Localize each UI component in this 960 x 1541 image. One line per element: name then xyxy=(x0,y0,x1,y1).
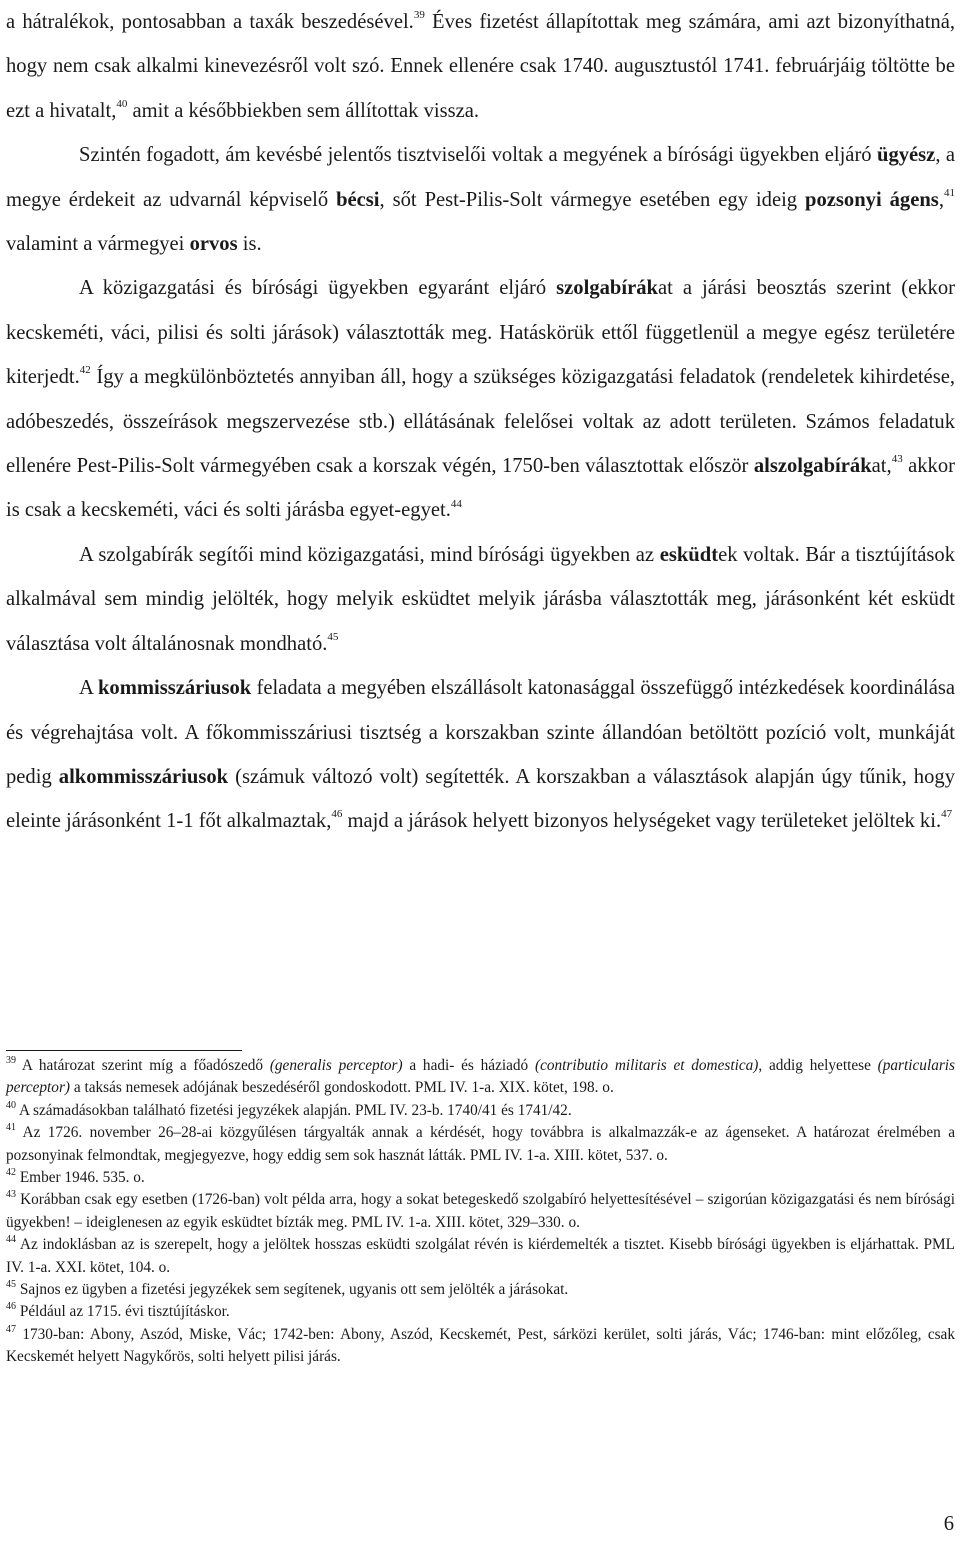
footnote-ref-43: 43 xyxy=(891,453,903,466)
term-alkommisszariusok: alkommisszáriusok xyxy=(58,765,229,788)
footnotes xyxy=(6,1055,955,1369)
paragraph-2 xyxy=(6,133,955,266)
footnote-number: 43 xyxy=(6,1189,16,1201)
page-number: 6 xyxy=(943,1513,954,1535)
paragraph-3 xyxy=(6,266,955,532)
text: ek voltak. Bár a tisztújítások alkalmával sem mindig jelölték, hogy melyik esküdtet melyik járásba választották meg, járásonként két esküdt választása volt általánosnak mondható. xyxy=(6,543,956,655)
footnote-ref-41: 41 xyxy=(943,186,955,199)
text: , sőt Pest-Pilis-Solt vármegye esetében egy ideig xyxy=(379,188,806,211)
text: at, xyxy=(871,455,892,478)
footnote-39 xyxy=(6,1055,955,1100)
text: is. xyxy=(237,233,262,256)
text: a taksás nemesek adójának beszedéséről gondoskodott. PML IV. 1-a. XIX. kötet, 198. o. xyxy=(70,1079,614,1097)
footnote-40 xyxy=(6,1100,955,1122)
latin-term: (particularis perceptor) xyxy=(6,1057,955,1097)
footnote-separator xyxy=(6,1050,242,1051)
text: Sajnos ez ügyben a fizetési jegyzékek sem segítenek, ugyanis ott sem jelölték a járásokat. xyxy=(16,1281,569,1299)
text: Éves fizetést állapítottak meg számára, ami azt bizonyíthatná, hogy nem csak alkalmi kinevezésről volt szó. Ennek ellenére csak 1740. augusztustól 1741. februárjáig töltötte be ezt a hivatalt, xyxy=(6,11,955,122)
text: feladata a megyében elszállásolt katonasággal összefüggő intézkedések koordinálása és végrehajtása volt. A főkommisszáriusi tisztség a korszakban szinte állandóan betöltött pozíció volt, munkáját pedig xyxy=(6,677,955,788)
footnote-ref-39: 39 xyxy=(413,9,425,22)
text: Ember 1946. 535. o. xyxy=(16,1169,145,1187)
text: a hadi- és háziadó xyxy=(402,1057,535,1074)
paragraph-5 xyxy=(6,666,955,844)
text: at a járási beosztás szerint (ekkor kecskeméti, váci, pilisi és solti járások) választották meg. Hatáskörük ettől függetlenül a megye egész területére kiterjedt. xyxy=(6,277,955,389)
footnote-number: 45 xyxy=(6,1278,16,1290)
term-orvos: orvos xyxy=(189,233,238,256)
term-eskudt: esküdt xyxy=(659,543,719,566)
term-ugyesz: ügyész xyxy=(876,144,936,167)
text: Az 1726. november 26–28-ai közgyűlésen tárgyalták annak a kérdését, hogy továbbra is alkalmazzák-e az ágenseket. A határozat érelmében a pozsonyinak felmondtak, megjegyezve, hogy eddig sem sok hasznát látták. PML IV. 1-a. XIII. kötet, 537. o. xyxy=(6,1124,955,1164)
footnote-number: 46 xyxy=(6,1301,16,1313)
footnote-number: 39 xyxy=(6,1054,16,1066)
text: Szintén fogadott, ám kevésbé jelentős tisztviselői voltak a megyének a bírósági ügyekben eljáró xyxy=(79,144,877,167)
text: Például az 1715. évi tisztújításkor. xyxy=(16,1303,230,1321)
text: 1730-ban: Abony, Aszód, Miske, Vác; 1742-ben: Abony, Aszód, Kecskemét, Pest, sárközi kerület, solti járás, Vác; 1746-ban: mint előzőleg, csak Kecskemét helyett Nagykőrös, solti helyett pilisi járás. xyxy=(6,1325,955,1366)
text: a hátralékok, pontosabban a taxák beszedésével. xyxy=(6,11,414,33)
latin-term: (generalis perceptor) xyxy=(269,1057,403,1074)
footnote-ref-45: 45 xyxy=(327,630,339,643)
footnote-47 xyxy=(6,1324,955,1369)
text: Korábban csak egy esetben (1726-ban) volt példa arra, hogy a sokat betegeskedő szolgabíró helyettesítésével – szigorúan közigazgatási és nem bírósági ügyekben! – ideiglenesen az egyik esküdtet bízták meg. PML IV. 1-a. XIII. kötet, 329–330. o. xyxy=(6,1191,955,1231)
text: A határozat szerint míg a főadószedő xyxy=(16,1057,270,1074)
main-text xyxy=(6,0,955,844)
text: A szolgabírák segítői mind közigazgatási, mind bírósági ügyekben az xyxy=(79,543,660,566)
text: amit a későbbiekben sem állítottak vissza. xyxy=(127,99,480,122)
footnote-41 xyxy=(6,1122,955,1167)
text: akkor is csak a kecskeméti, váci és solti járásba egyet-egyet. xyxy=(6,455,955,522)
text: , xyxy=(938,188,944,211)
footnote-number: 40 xyxy=(6,1099,16,1111)
latin-term: (contributio militaris et domestica) xyxy=(534,1057,759,1074)
term-pozsonyi-agens: pozsonyi ágens xyxy=(805,188,939,211)
text: A számadásokban található fizetési jegyzékek alapján. PML IV. 23-b. 1740/41 és 1741/42. xyxy=(16,1101,572,1119)
footnote-44 xyxy=(6,1234,955,1279)
term-kommisszariusok: kommisszáriusok xyxy=(97,677,252,700)
footnote-ref-40: 40 xyxy=(116,97,128,110)
text: A közigazgatási és bírósági ügyekben egyaránt eljáró xyxy=(79,277,557,300)
text: Az indoklásban az is szerepelt, hogy a jelöltek hosszas esküdti szolgálat révén is kiérdemelték a tisztet. Kisebb bírósági ügyekben is eljárhattak. PML IV. 1-a. XXI. kötet, 104. o. xyxy=(6,1236,955,1276)
paragraph-1 xyxy=(6,0,955,133)
text: Így a megkülönböztetés annyiban áll, hogy a szükséges közigazgatási feladatok (rendeletek kihirdetése, adóbeszedés, összeírások megszervezése stb.) ellátásának felelősei voltak az adott területen. Számos feladatuk ellenére Pest-Pilis-Solt vármegyében csak a korszak végén, 1750-ben választottak először xyxy=(6,366,955,478)
footnote-number: 47 xyxy=(6,1323,16,1335)
footnote-number: 42 xyxy=(6,1166,16,1178)
footnote-ref-42: 42 xyxy=(79,364,91,377)
text: (számuk változó volt) segítették. A korszakban a választások alapján úgy tűnik, hogy eleinte járásonként 1-1 főt alkalmaztak, xyxy=(6,765,955,833)
footnote-46 xyxy=(6,1301,955,1323)
footnote-43 xyxy=(6,1189,955,1234)
footnote-number: 44 xyxy=(6,1234,16,1246)
text: , addig helyettese xyxy=(758,1057,878,1074)
text: valamint a vármegyei xyxy=(6,233,190,256)
footnote-number: 41 xyxy=(6,1122,16,1134)
text: A xyxy=(79,677,98,700)
footnote-45 xyxy=(6,1279,955,1301)
text: , a megye érdekeit az udvarnál képviselő xyxy=(6,144,956,211)
term-becsi: bécsi xyxy=(336,188,380,211)
term-szolgabirak: szolgabírák xyxy=(556,277,658,300)
footnote-42 xyxy=(6,1167,955,1189)
footnote-ref-47: 47 xyxy=(941,808,953,821)
text: majd a járások helyett bizonyos helységeket vagy területeket jelöltek ki. xyxy=(342,810,942,833)
paragraph-4 xyxy=(6,533,955,666)
footnote-ref-44: 44 xyxy=(450,497,462,510)
term-alszolgabirak: alszolgabírák xyxy=(753,455,872,478)
footnote-ref-46: 46 xyxy=(331,808,343,821)
